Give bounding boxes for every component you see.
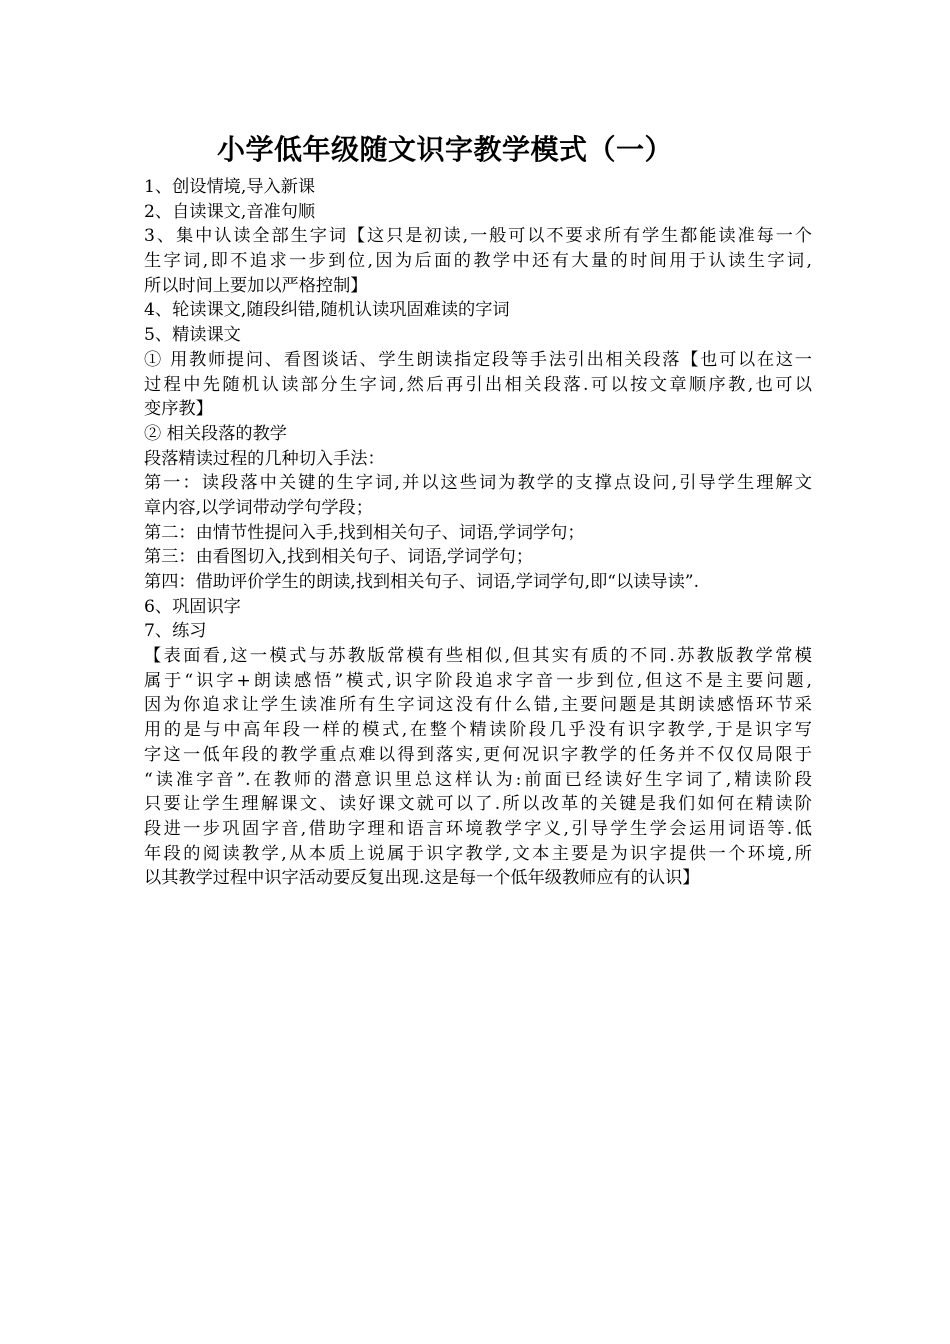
text-line: “读准字音”.在教师的潜意识里总这样认为:前面已经读好生字词了,精读阶段	[144, 769, 812, 790]
text-line: 1、创设情境,导入新课	[144, 177, 316, 197]
text-line: 生字词,即不追求一步到位,因为后面的教学中还有大量的时间用于认读生字词,	[144, 251, 812, 272]
text-line: 过程中先随机认读部分生字词,然后再引出相关段落.可以按文章顺序教,也可以	[144, 374, 812, 395]
text-line: 变序教】	[144, 399, 213, 420]
text-line: 以其教学过程中识字活动要反复出现.这是每一个低年级教师应有的认识】	[144, 868, 700, 889]
text-line: 7、练习	[144, 621, 207, 642]
text-line: 所以时间上要加以严格控制】	[144, 275, 368, 296]
text-line: 字这一低年段的教学重点难以得到落实,更何况识字教学的任务并不仅仅局限于	[144, 744, 812, 765]
text-line: 用的是与中高年段一样的模式,在整个精读阶段几乎没有识字教学,于是识字写	[144, 720, 812, 741]
document-body	[144, 175, 812, 891]
text-line: ① 用教师提问、看图谈话、学生朗读指定段等手法引出相关段落【也可以在这一	[144, 349, 812, 370]
text-line: ② 相关段落的教学	[144, 423, 287, 444]
text-line: 因为你追求让学生读准所有生字词这没有什么错,主要问题是其朗读感悟环节采	[144, 695, 812, 716]
text-line: 5、精读课文	[144, 325, 241, 346]
text-line: 2、自读课文,音准句顺	[144, 201, 316, 222]
text-line: 4、轮读课文,随段纠错,随机认读巩固难读的字词	[144, 300, 510, 321]
text-line: 段落精读过程的几种切入手法：	[144, 448, 385, 469]
text-line: 【表面看,这一模式与苏教版常模有些相似,但其实有质的不同.苏教版教学常模	[144, 646, 812, 667]
text-line: 章内容,以学词带动学句学段；	[144, 497, 373, 518]
text-line: 年段的阅读教学,从本质上说属于识字教学,文本主要是为识字提供一个环境,所	[144, 843, 812, 864]
text-line: 只要让学生理解课文、读好课文就可以了.所以改革的关键是我们如何在精读阶	[144, 794, 812, 815]
text-line: 3、集中认读全部生字词【这只是初读,一般可以不要求所有学生都能读准每一个	[144, 226, 812, 247]
text-line: 属于“识字+朗读感悟”模式,识字阶段追求字音一步到位,但这不是主要问题,	[144, 670, 812, 691]
text-line: 第一：读段落中关键的生字词,并以这些词为教学的支撑点设问,引导学生理解文	[144, 473, 812, 494]
text-line: 第三：由看图切入,找到相关句子、词语,学词学句；	[144, 547, 534, 568]
text-line: 6、巩固识字	[144, 596, 241, 617]
text-line: 第四：借助评价学生的朗读,找到相关句子、词语,学词学句,即“以读导读”.	[144, 572, 700, 592]
text-line: 段进一步巩固字音,借助字理和语言环境教学字义,引导学生学会运用词语等.低	[144, 818, 812, 839]
document-title: 小学低年级随文识字教学模式（一）	[217, 133, 674, 166]
text-line: 第二：由情节性提问入手,找到相关句子、词语,学词学句；	[144, 522, 585, 543]
